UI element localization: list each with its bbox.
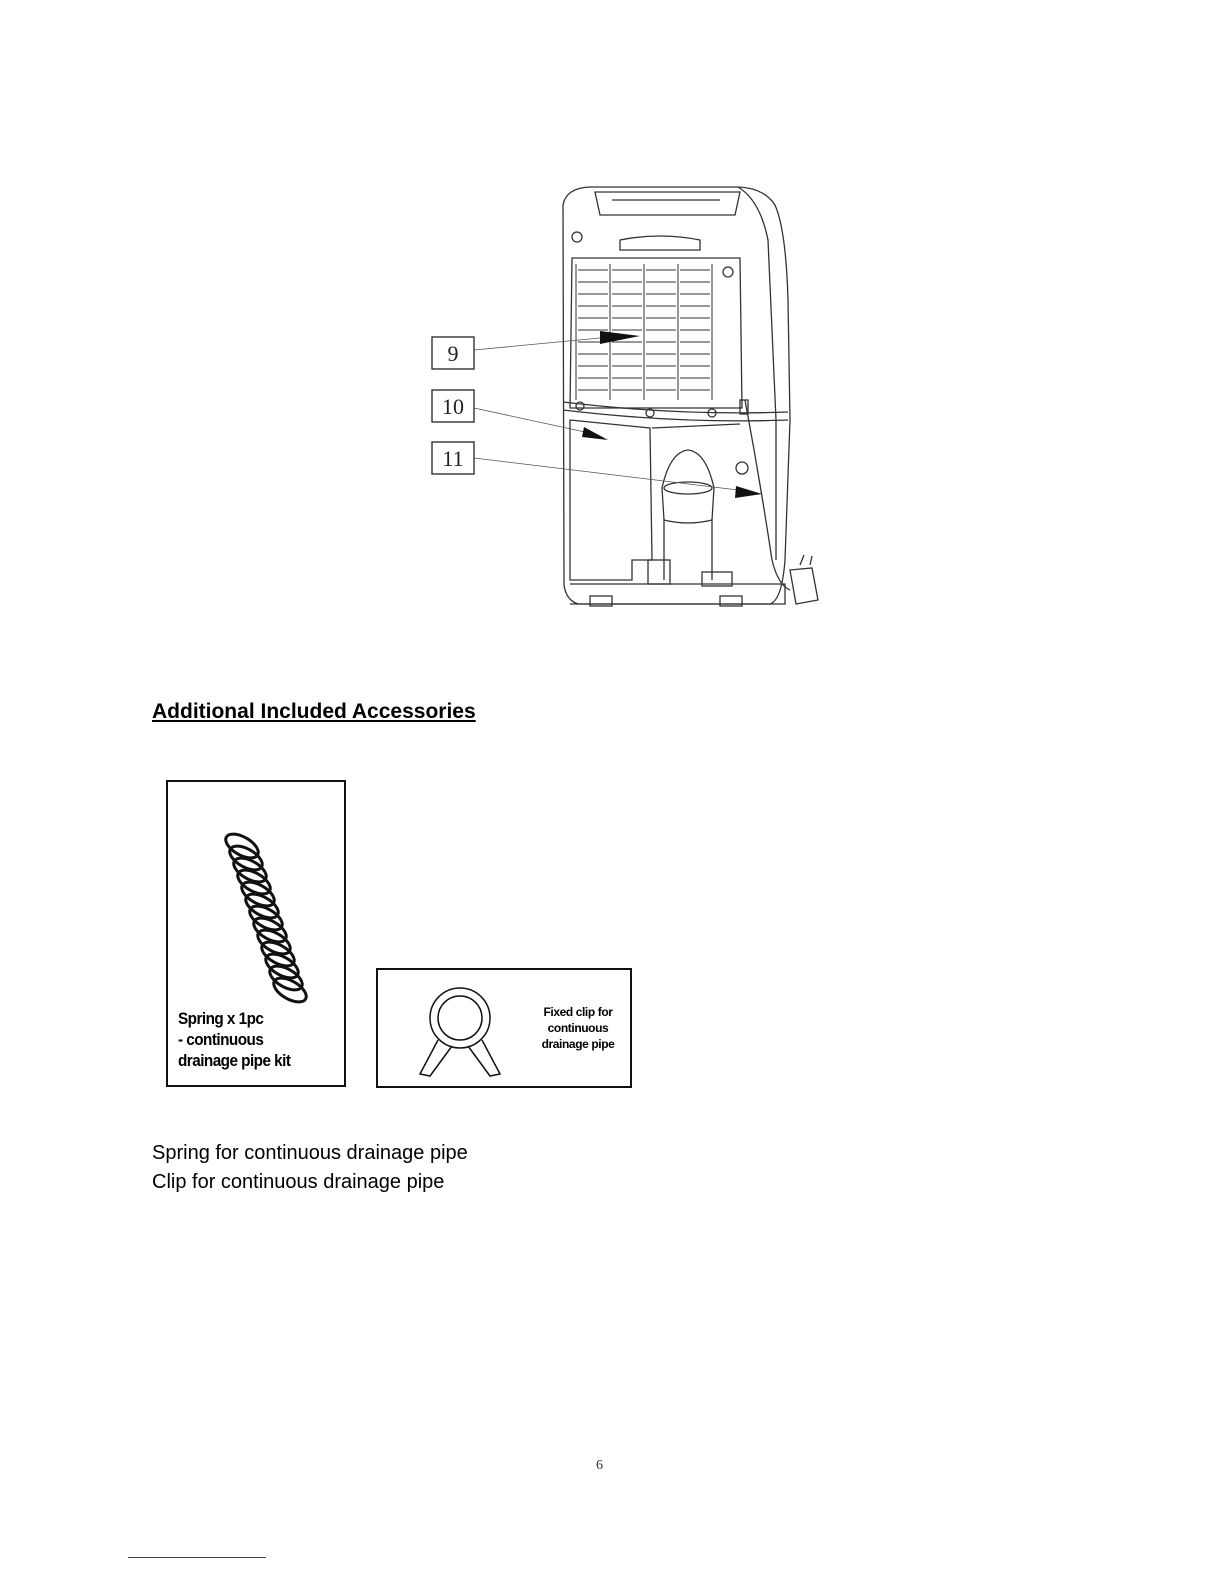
clip-caption: [528, 1004, 628, 1052]
callout-10: [432, 390, 608, 440]
unit-base: [570, 584, 785, 604]
section-heading: Additional Included Accessories: [152, 700, 476, 723]
unit-side-panel: [738, 187, 776, 560]
filter-grille-frame: [570, 258, 742, 408]
spring-caption-line: Spring x 1pc: [178, 1009, 264, 1028]
top-handle: [595, 192, 740, 215]
spring-caption: [178, 1008, 331, 1071]
spring-caption-line: - continuous: [178, 1030, 264, 1049]
dehumidifier-rear-diagram: [0, 0, 1224, 700]
callout-11-label: 11: [442, 446, 464, 471]
description-line: Spring for continuous drainage pipe: [152, 1142, 468, 1164]
accessory-descriptions: [152, 1139, 468, 1197]
spring-accessory-box: [166, 780, 346, 1087]
description-line: Clip for continuous drainage pipe: [152, 1171, 445, 1193]
clip-caption-line: drainage pipe: [541, 1037, 615, 1051]
filter-grille-slats: [576, 264, 712, 400]
spring-caption-line: drainage pipe kit: [178, 1051, 291, 1070]
callout-10-label: 10: [442, 394, 464, 419]
clip-icon: [408, 984, 508, 1080]
callout-9-label: 9: [447, 341, 459, 366]
clip-caption-line: continuous: [547, 1021, 609, 1035]
clip-caption-line: Fixed clip for: [543, 1005, 613, 1019]
water-tank: [570, 420, 652, 580]
page-number: 6: [596, 1458, 603, 1473]
clip-accessory-box: [376, 968, 632, 1088]
footer-rule: [128, 1557, 266, 1558]
callout-9: [432, 331, 640, 369]
callout-11: [432, 442, 762, 498]
spring-icon: [212, 822, 322, 1022]
